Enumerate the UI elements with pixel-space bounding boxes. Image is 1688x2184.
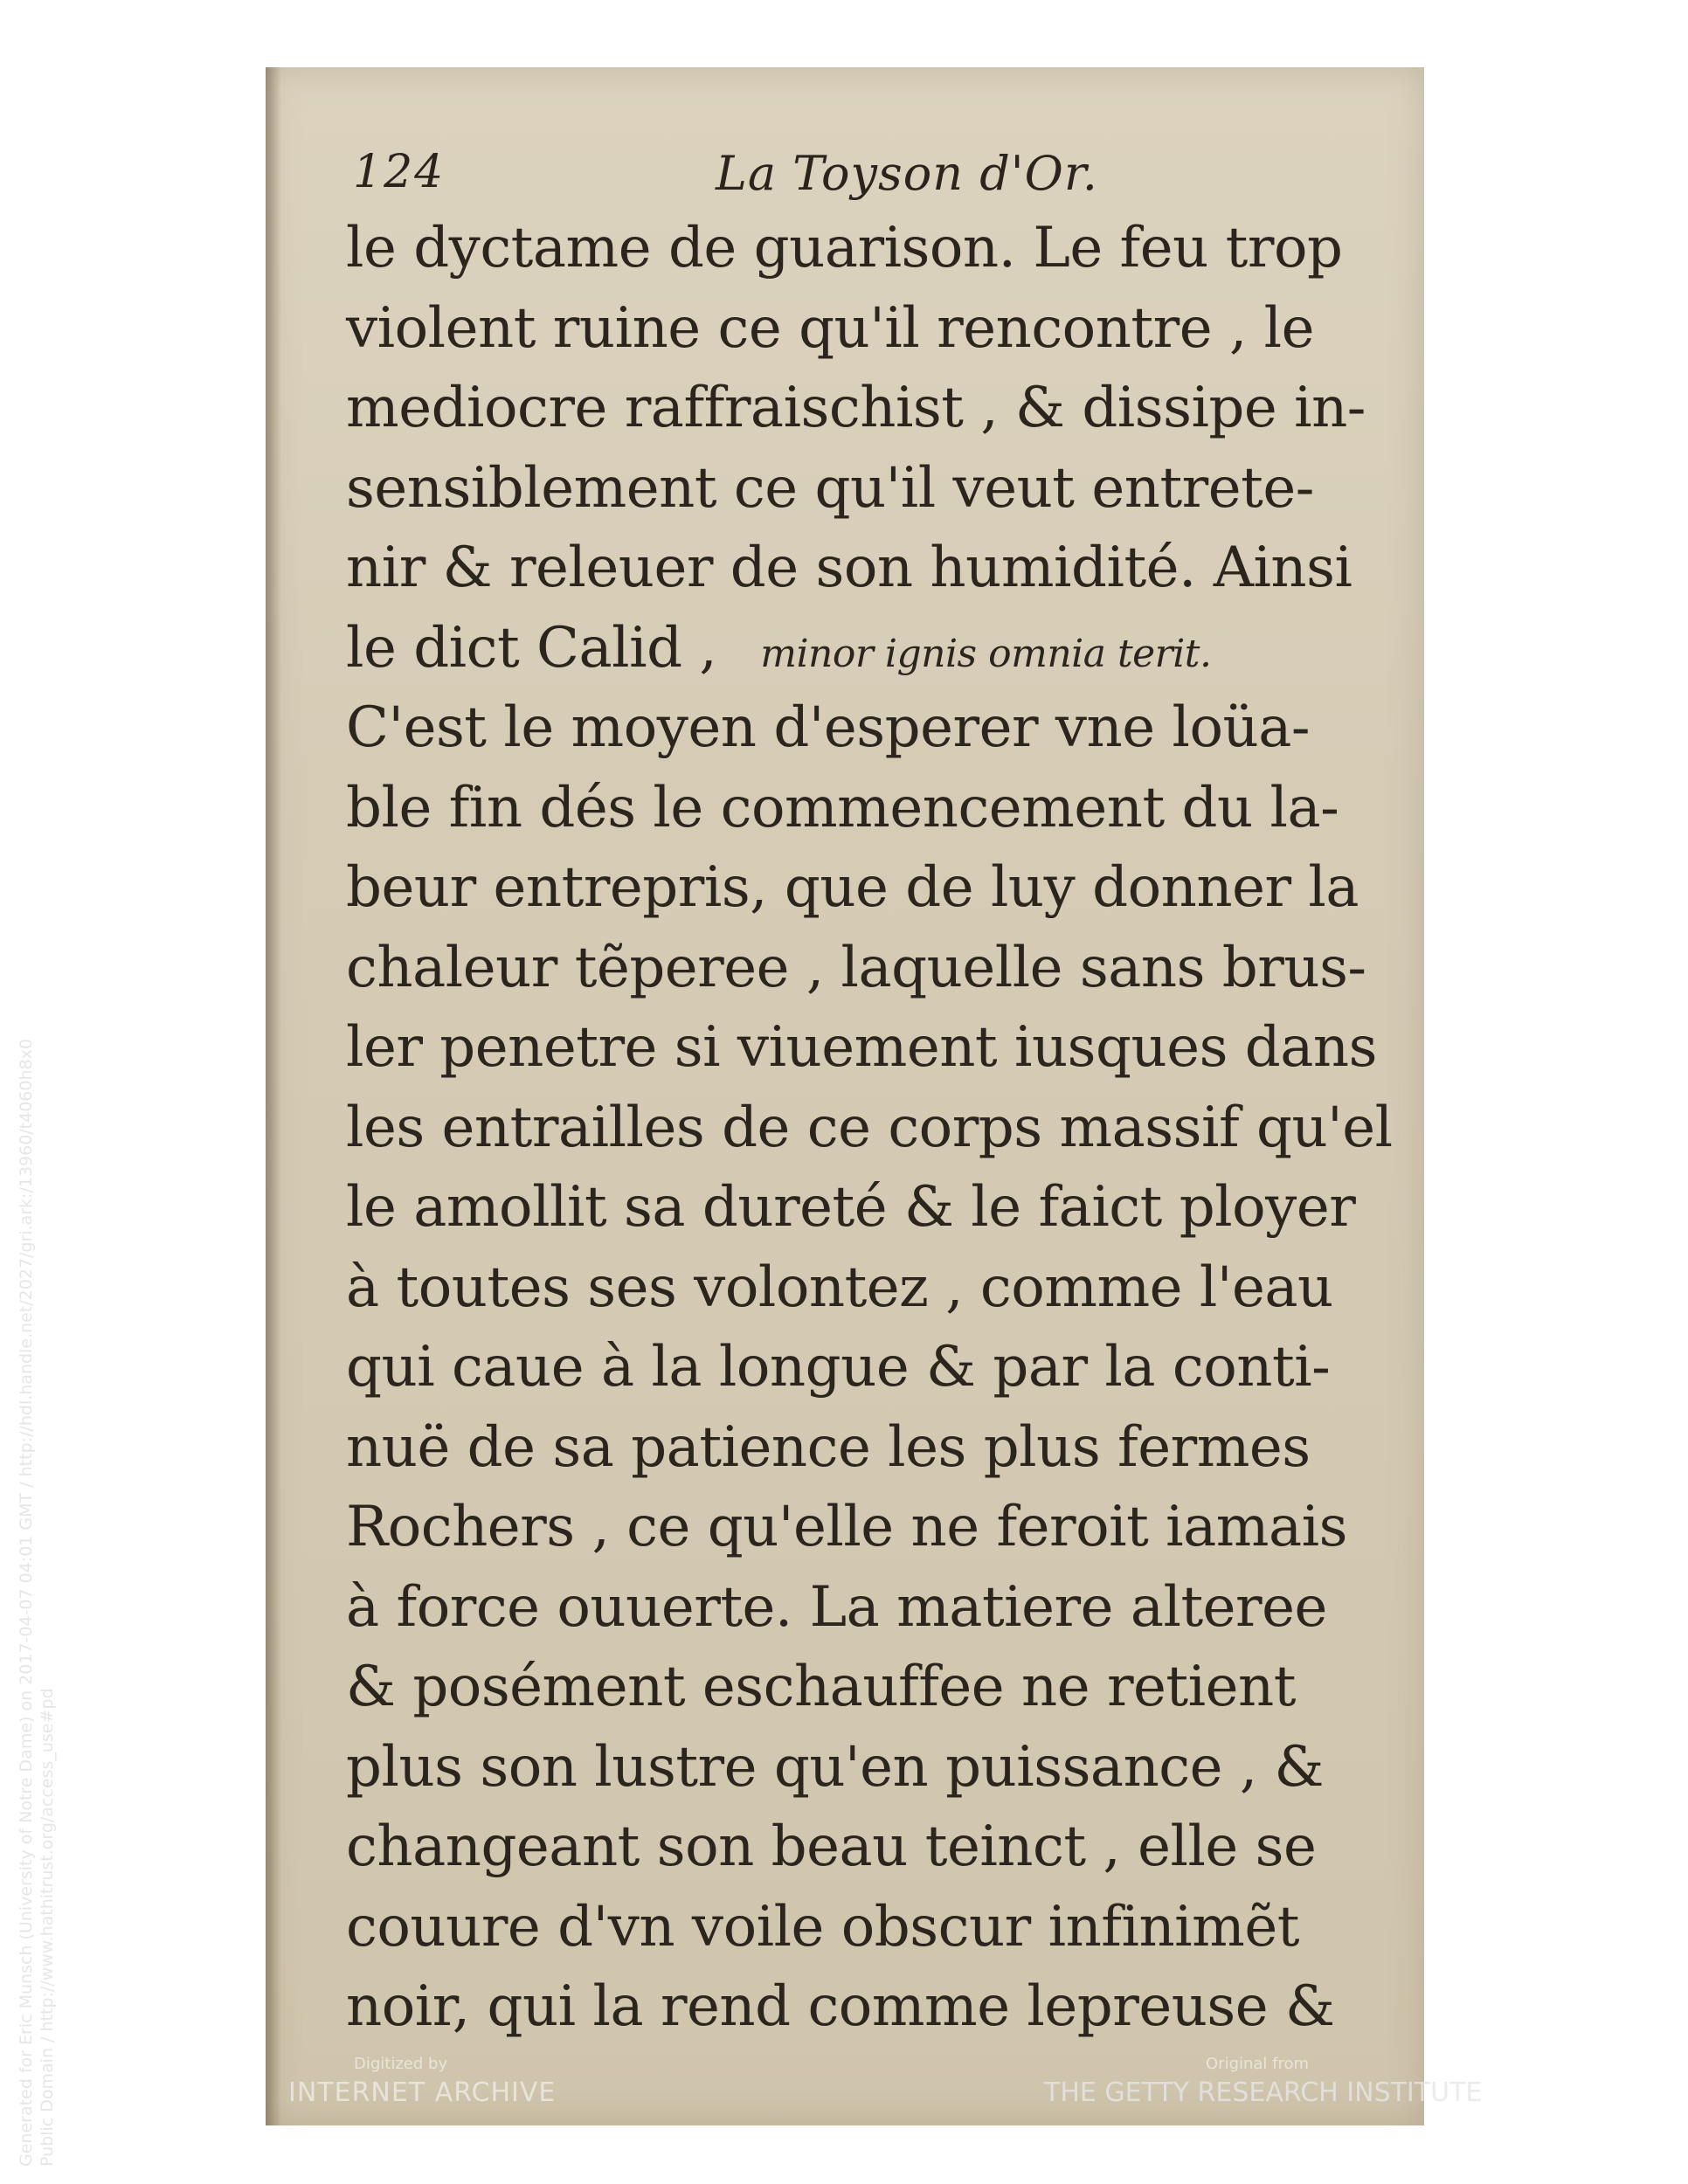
text-line: couure d'vn voile obscur infinimẽt: [346, 1894, 1299, 1959]
text-line: les entrailles de ce corps massif qu'el: [346, 1095, 1393, 1160]
scanned-page: [266, 67, 1424, 2125]
generation-stamp: [16, 1039, 58, 2167]
text-line: plus son lustre qu'en puissance , &: [346, 1734, 1324, 1800]
generation-stamp-line-2: Public Domain / http://www.hathitrust.org/access_use#pd: [38, 1688, 57, 2167]
text-line: Rochers , ce qu'elle ne feroit iamais: [346, 1495, 1347, 1559]
latin-quote: minor ignis omnia terit.: [760, 631, 1212, 676]
text-line: mediocre raffraischist , & dissipe in-: [346, 376, 1366, 440]
page-number: 124: [353, 146, 446, 198]
original-from-label: Original from: [1206, 2055, 1310, 2073]
text-line: beur entrepris, que de luy donner la: [346, 855, 1359, 920]
text-line: à force ouuerte. La matiere alteree: [346, 1574, 1327, 1640]
text-line: le dyctame de guarison. Le feu trop: [346, 216, 1343, 280]
running-title: La Toyson d'Or.: [716, 146, 1098, 201]
text-line: & posément eschauffee ne retient: [346, 1655, 1296, 1719]
text-line: ble fin dés le commencement du la-: [346, 775, 1339, 840]
generation-stamp-line-1: Generated for Eric Munsch (University of Notre Dame) on 2017-04-07 04:01 GMT / http://hdl.handle.net/2027/gri.ark:/13960/t4060h8x0: [17, 1039, 36, 2167]
internet-archive-watermark: INTERNET ARCHIVE: [288, 2077, 557, 2108]
body-text: [346, 209, 1393, 2048]
text-line: nir & releuer de son humidité. Ainsi: [346, 536, 1352, 600]
text-line: C'est le moyen d'esperer vne loüa-: [346, 695, 1310, 760]
text-line: noir, qui la rend comme lepreuse &: [346, 1974, 1335, 2039]
text-line: ler penetre si viuement iusques dans: [346, 1015, 1377, 1080]
text-line: nuë de sa patience les plus fermes: [346, 1414, 1311, 1480]
text-line: sensiblement ce qu'il veut entrete-: [346, 455, 1314, 521]
text-line: à toutes ses volontez , comme l'eau: [346, 1254, 1333, 1320]
text-line-segment: le dict Calid ,: [346, 615, 717, 681]
text-line: qui caue à la longue & par la conti-: [346, 1335, 1331, 1400]
text-line-with-quote: [346, 609, 1333, 689]
text-line: changeant son beau teinct , elle se: [346, 1814, 1317, 1879]
text-line: chaleur tẽperee , laquelle sans brus-: [346, 935, 1366, 1000]
text-line: le amollit sa dureté & le faict ployer: [346, 1175, 1356, 1240]
digitized-by-label: Digitized by: [354, 2055, 448, 2073]
text-line: violent ruine ce qu'il rencontre , le: [346, 295, 1314, 361]
getty-watermark: THE GETTY RESEARCH INSTITUTE: [1044, 2077, 1483, 2108]
